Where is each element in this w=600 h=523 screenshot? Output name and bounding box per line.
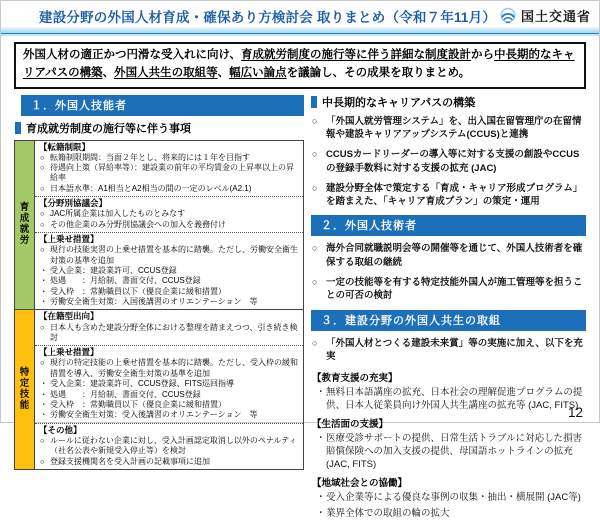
table-cell xyxy=(35,196,303,232)
blue-square-icon xyxy=(311,96,317,108)
item-text: JAC所属企業は加入したものとみなす xyxy=(50,209,186,219)
cell-heading: 【上乗せ措置】 xyxy=(39,347,99,358)
bullet-marker: ・ xyxy=(316,432,326,444)
right-subheading xyxy=(311,94,586,110)
cell-heading: 【その他】 xyxy=(39,424,82,435)
bullet-marker: ○ xyxy=(40,209,45,219)
table-cell xyxy=(35,141,303,197)
item-text: 現行の技能実習の上乗せ措置を基本的に踏襲。ただし、労働安全衛生対策の基準を追加 xyxy=(50,245,298,265)
intro-segment: 、 xyxy=(102,66,115,79)
table-group xyxy=(15,309,303,468)
right-section-header: ２．外国人技術者 xyxy=(311,215,586,236)
table-group xyxy=(15,141,303,310)
table-cell xyxy=(35,345,303,422)
item-text: 日本語水準：A1相当とA2相当の間の一定のレベル(A2.1) xyxy=(50,183,252,193)
blue-square-icon xyxy=(15,122,21,134)
item-text: 受入企業等による優良な事例の収集・抽出・横展開 (JAC等) xyxy=(326,491,581,503)
table-cell xyxy=(35,232,303,309)
right-subitem xyxy=(311,507,586,520)
right-item xyxy=(312,115,586,142)
table-cell-item xyxy=(39,153,300,163)
table-cell-item xyxy=(39,266,300,276)
mlit-logo-icon xyxy=(499,7,517,25)
item-text: 転籍制限期間：当面２年とし、将来的には１年を目指す xyxy=(50,152,250,162)
bullet-marker: ・ xyxy=(316,491,326,503)
intro-text xyxy=(23,49,575,79)
table-cell xyxy=(35,423,303,469)
bracket-heading: 【地域社会との協働】 xyxy=(312,477,408,489)
bullet-marker: ○ xyxy=(312,243,318,254)
item-text: 待遇向上策（昇給率等）：建設業の前年の平均賃金の上昇率以上の昇給率 xyxy=(50,163,294,183)
left-table xyxy=(14,140,304,470)
item-text: 日本人も含めた建設分野全体における整理を踏まえつつ、引き続き検討 xyxy=(50,322,298,342)
summary-box xyxy=(14,42,586,89)
bullet-marker: ・ xyxy=(40,286,48,296)
table-cell-item xyxy=(39,163,300,184)
group-label-char: 育 xyxy=(19,202,30,214)
bullet-marker: ○ xyxy=(40,358,45,368)
page-title: 建設分野の外国人材育成・確保あり方検討会 取りまとめ（令和７年11月） xyxy=(39,9,497,25)
table-cell-item xyxy=(39,400,300,410)
item-text: 処遇 ：月給制、書面交付、CCUS登録 xyxy=(50,276,201,286)
slide-header xyxy=(1,1,599,27)
item-text: 現行の特定技能の上乗せ措置を基本的に踏襲。ただし、受入枠の緩和措置を導入、労働安全衛生対策の基準を追加 xyxy=(50,358,298,378)
intro-segment: 外国人材の適正かつ円滑な受入れに向け、 xyxy=(23,49,242,61)
right-subitem xyxy=(311,386,586,413)
table-cell-item xyxy=(39,410,300,420)
group-label-char: 技 xyxy=(19,388,30,400)
table-cell-item xyxy=(39,209,300,219)
bullet-marker: ○ xyxy=(40,322,45,332)
right-subitem xyxy=(311,432,586,472)
table-cell-item xyxy=(39,245,300,266)
bullet-marker: ・ xyxy=(40,276,48,286)
right-subitem xyxy=(311,491,586,504)
right-item xyxy=(312,337,586,364)
item-text: 処遇 ：月給制、書面交付、CCUS登録 xyxy=(50,389,201,399)
group-label-特定技能 xyxy=(15,310,35,468)
item-text: 無料日本語講座の拡充、日本社会の理解促進プログラムの提供、日本人従業員向け外国人共生講座の拡充等 (JAC, FITS) xyxy=(326,387,583,412)
table-cell xyxy=(35,310,303,345)
table-cell-item xyxy=(39,276,300,286)
bullet-marker: ・ xyxy=(40,297,48,307)
right-section-header: ３．建設分野の外国人共生の取組 xyxy=(311,310,586,331)
item-text: 「外国人材とつくる建設未来賞」等の実施に加え、以下を充実 xyxy=(326,337,583,362)
right-column xyxy=(311,93,586,523)
group-label-char: 能 xyxy=(19,399,30,411)
bullet-marker: ○ xyxy=(312,277,318,287)
left-subheading-label: 育成就労制度の施行等に伴う事項 xyxy=(26,122,191,135)
bracket-heading: 【生活面の支援】 xyxy=(312,418,389,430)
item-text: ルールに従わない企業に対し、受入計画認定取消し以外のペナルティ（社名公表や新規受入停止等）を検討 xyxy=(50,435,297,456)
bullet-marker: ・ xyxy=(316,387,326,399)
bullet-marker: ○ xyxy=(40,163,45,173)
bullet-marker: ・ xyxy=(40,379,48,389)
right-item xyxy=(312,148,586,175)
intro-segment: から xyxy=(471,49,495,61)
right-item xyxy=(312,276,586,303)
cell-heading: 【在籍型出向】 xyxy=(39,311,99,322)
table-cell-item xyxy=(39,436,300,457)
table-cell-item xyxy=(39,358,300,379)
intro-segment: 幅広い論点 xyxy=(229,66,287,79)
intro-segment: 育成就労制度の施行等に伴う詳細な制度設計 xyxy=(241,49,472,61)
bullet-marker: ○ xyxy=(40,456,45,466)
item-text: 医療受診サポートの提供、日常生活トラブルに対応した損害賠償保険への加入支援の提供、母国語ホットラインの拡充 (JAC, FITS) xyxy=(326,432,583,471)
intro-segment: 、 xyxy=(217,66,230,79)
table-cell-item xyxy=(39,297,300,307)
group-cells xyxy=(35,310,303,468)
ministry-logo xyxy=(499,6,591,25)
bullet-marker: ○ xyxy=(40,245,45,255)
bullet-marker: ○ xyxy=(40,152,45,162)
group-label-char: 就 xyxy=(19,224,30,236)
item-text: その他企業のみ分野別協議会への加入を義務付け xyxy=(50,219,226,229)
item-text: 一定の技能等を有する特定技能外国人が施工管理等を担うことの可否の検討 xyxy=(326,277,583,302)
table-cell-item xyxy=(39,379,300,389)
table-cell-item xyxy=(39,323,300,344)
header-stripe-dark xyxy=(1,33,599,36)
cell-heading: 【転籍制限】 xyxy=(39,141,91,152)
item-text: 労働安全衛生対策：受入後講習のオリエンテーション 等 xyxy=(50,410,258,420)
bullet-marker: ○ xyxy=(40,435,45,445)
item-text: 労働安全衛生対策：入国後講習のオリエンテーション 等 xyxy=(50,297,258,307)
item-text: 海外合同就職説明会等の開催等を通じて、外国人技術者を確保する取組の継続 xyxy=(326,243,583,268)
bullet-marker: ○ xyxy=(312,115,318,126)
item-text: 受入枠 ：常勤職員以下（優良企業に緩和措置） xyxy=(50,286,226,296)
item-text: 受入枠 ：常勤職員以下（優良企業に緩和措置） xyxy=(50,399,226,409)
bullet-marker: ・ xyxy=(40,410,48,420)
item-text: CCUSカードリーダーの導入等に対する支援の創設やCCUSの登録手数料に対する支援の拡充 (JAC) xyxy=(326,149,580,174)
table-cell-item xyxy=(39,457,300,467)
bullet-marker: ○ xyxy=(312,337,318,348)
bullet-marker: ○ xyxy=(40,219,45,229)
item-text: 受入企業：建設業許可、CCUS登録 xyxy=(50,265,177,275)
group-label-char: 成 xyxy=(19,213,30,225)
bullet-marker: ○ xyxy=(312,182,318,193)
group-label-char: 労 xyxy=(19,234,30,246)
table-cell-item xyxy=(39,220,300,230)
table-cell-item xyxy=(39,184,300,194)
group-label-char: 定 xyxy=(19,377,30,389)
bullet-marker: ・ xyxy=(40,265,48,275)
group-cells xyxy=(35,141,303,310)
intro-segment: 外国人共生の取組等 xyxy=(114,66,218,79)
cell-heading: 【上乗せ措置】 xyxy=(39,234,99,245)
table-cell-item xyxy=(39,287,300,297)
right-subheading-label: 中長期的なキャリアパスの構築 xyxy=(322,96,476,109)
bullet-marker: ・ xyxy=(40,389,48,399)
bullet-marker: ○ xyxy=(312,149,318,160)
ministry-name: 国土交通省 xyxy=(520,9,591,24)
main-content xyxy=(1,93,599,523)
bracket-heading: 【教育支援の充実】 xyxy=(312,373,398,385)
item-text: 業界全体での取組の輪の拡大 xyxy=(326,507,450,519)
item-text: 受入企業：建設業許可、CCUS登録、FITS巡回指導 xyxy=(50,379,234,389)
bullet-marker: ○ xyxy=(40,183,45,193)
group-label-char: 特 xyxy=(19,366,30,378)
left-column xyxy=(14,93,304,523)
group-label-育成就労 xyxy=(15,141,35,310)
page-number: 12 xyxy=(567,405,583,420)
cell-heading: 【分野別協議会】 xyxy=(39,198,108,209)
table-cell-item xyxy=(39,390,300,400)
section-1-header: １．外国人技能者 xyxy=(21,95,304,116)
right-item xyxy=(312,242,586,269)
intro-segment: 中長期的なキャリアパスの構築 xyxy=(23,49,575,79)
bullet-marker: ・ xyxy=(316,507,326,519)
bullet-marker: ・ xyxy=(40,399,48,409)
item-text: 登録支援機関名を受入計画の記載事項に追加 xyxy=(50,456,210,466)
item-text: 建設分野全体で策定する「育成・キャリア形成プログラム」を踏まえた、「キャリア育成プラン」の策定・運用 xyxy=(326,182,583,208)
right-column-content xyxy=(311,94,586,521)
intro-segment: を議論し、その成果を取りまとめ。 xyxy=(286,66,471,79)
item-text: 「外国人就労管理システム」を、出入国在留管理庁の在留情報や建設キャリアアップシステム(CCUS)と連携 xyxy=(326,115,582,140)
right-item xyxy=(312,182,586,209)
left-subheading xyxy=(15,120,304,136)
